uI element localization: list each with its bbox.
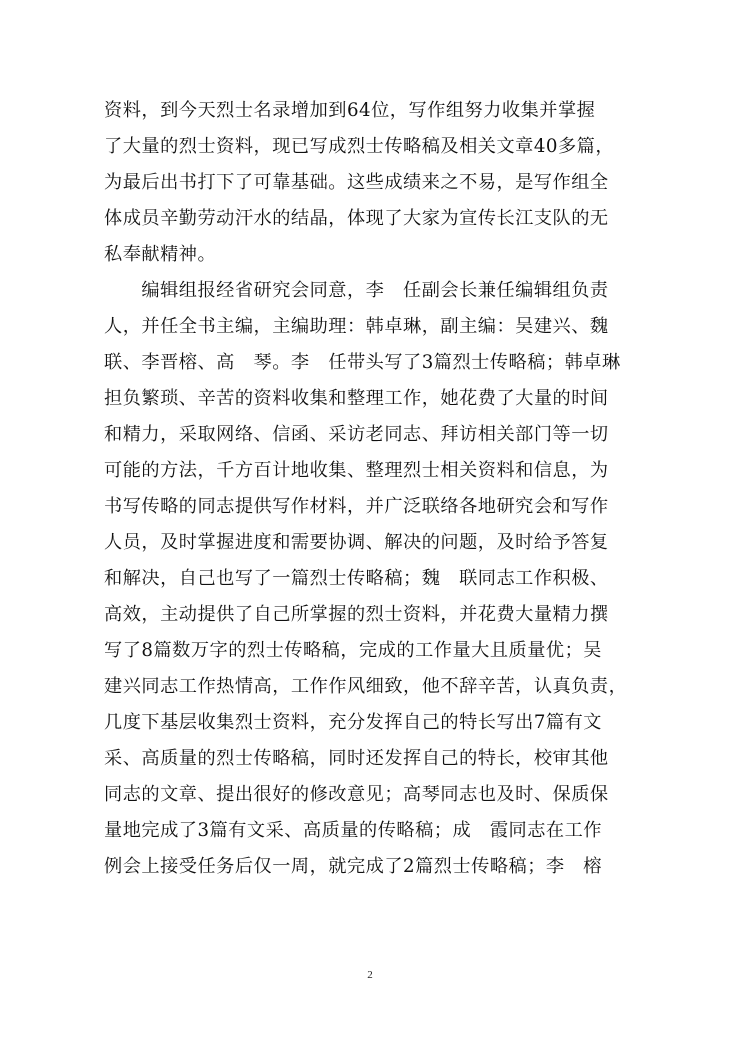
text-line: 编辑组报经省研究会同意，李 任副会长兼任编辑组负责 (104, 280, 609, 301)
text-line: 采、高质量的烈士传略稿，同时还发挥自己的特长，校审其他 (104, 748, 609, 769)
text-line: 例会上接受任务后仅一周，就完成了2篇烈士传略稿；李 榕 (104, 856, 602, 877)
text-line: 担负繁琐、辛苦的资料收集和整理工作，她花费了大量的时间 (104, 388, 609, 409)
text-line: 高效，主动提供了自己所掌握的烈士资料，并花费大量精力撰 (104, 604, 609, 625)
text-line: 写了8篇数万字的烈士传略稿，完成的工作量大且质量优；吴 (104, 640, 602, 661)
text-line: 资料，到今天烈士名录增加到64位，写作组努力收集并掌握 (104, 100, 596, 121)
text-line: 同志的文章、提出很好的修改意见；高琴同志也及时、保质保 (104, 784, 609, 805)
text-line: 可能的方法，千方百计地收集、整理烈士相关资料和信息，为 (104, 460, 609, 481)
text-line: 私奉献精神。 (104, 244, 217, 265)
text-line: 和解决，自己也写了一篇烈士传略稿；魏 联同志工作积极、 (104, 568, 609, 589)
page-number: 2 (367, 969, 373, 981)
text-line: 书写传略的同志提供写作材料，并广泛联络各地研究会和写作 (104, 496, 609, 517)
body-text (104, 96, 644, 888)
text-line: 联、李晋榕、高 琴。李 任带头写了3篇烈士传略稿；韩卓琳 (104, 352, 621, 373)
text-line: 人，并任全书主编，主编助理：韩卓琳，副主编：吴建兴、魏 (104, 316, 609, 337)
text-line: 为最后出书打下了可靠基础。这些成绩来之不易，是写作组全 (104, 172, 609, 193)
text-line: 建兴同志工作热情高，工作作风细致，他不辞辛苦，认真负责， (104, 676, 628, 697)
text-line: 几度下基层收集烈士资料，充分发挥自己的特长写出7篇有文 (104, 712, 602, 733)
text-line: 人员，及时掌握进度和需要协调、解决的问题，及时给予答复 (104, 532, 609, 553)
text-line: 量地完成了3篇有文采、高质量的传略稿；成 霞同志在工作 (104, 820, 602, 841)
text-line: 体成员辛勤劳动汗水的结晶，体现了大家为宣传长江支队的无 (104, 208, 609, 229)
text-line: 和精力，采取网络、信函、采访老同志、拜访相关部门等一切 (104, 424, 609, 445)
text-line: 了大量的烈士资料，现已写成烈士传略稿及相关文章40多篇， (104, 136, 615, 157)
